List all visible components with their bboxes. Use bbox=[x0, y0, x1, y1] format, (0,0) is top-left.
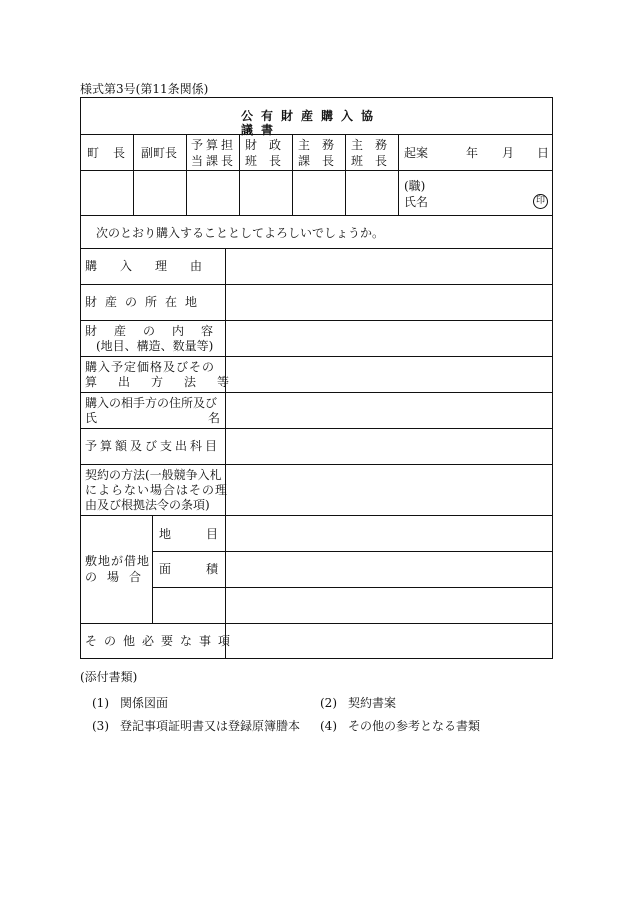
affairs-team-head-label: 班 長 bbox=[351, 154, 388, 168]
month-label: 月 bbox=[502, 146, 515, 160]
seal-mark: 印 bbox=[533, 194, 548, 209]
name-label: 氏名 bbox=[404, 195, 429, 209]
property-contents-note: (地目、構造、数量等) bbox=[96, 339, 214, 353]
rule bbox=[133, 134, 134, 215]
land-category-label: 地目 bbox=[159, 527, 254, 541]
purchase-reason-label: 購入理由 bbox=[85, 259, 226, 273]
year-label: 年 bbox=[466, 146, 479, 160]
rule bbox=[292, 134, 293, 215]
rule bbox=[80, 284, 553, 285]
attachment-item: その他の参考となる書類 bbox=[348, 719, 481, 733]
attachments-header: (添付書類) bbox=[80, 670, 138, 684]
attachment-item: 契約書案 bbox=[348, 696, 397, 710]
contract-method-label: によらない場合はその理 bbox=[85, 483, 229, 497]
affairs-manager-label: 主 務 bbox=[298, 138, 335, 152]
rule bbox=[186, 134, 187, 215]
property-contents-label: 財産の内容 bbox=[85, 324, 231, 338]
request-statement: 次のとおり購入することとしてよろしいでしょうか。 bbox=[96, 226, 385, 240]
attachment-number: (4) bbox=[320, 719, 337, 733]
rule bbox=[80, 170, 553, 171]
rule bbox=[80, 428, 553, 429]
other-matters-label: その他必要な事項 bbox=[85, 634, 238, 648]
rule bbox=[80, 215, 553, 216]
deputy-label: 副町長 bbox=[141, 146, 178, 160]
rule bbox=[152, 515, 153, 623]
rule bbox=[80, 515, 553, 516]
attachment-number: (3) bbox=[92, 719, 109, 733]
draft-label: 起案 bbox=[404, 146, 429, 160]
budget-item-label: 予算額及び支出科目 bbox=[85, 439, 221, 453]
rule bbox=[152, 551, 553, 552]
budget-manager-label: 予算担 bbox=[191, 138, 237, 152]
title-char: 公有財産購入協議書 bbox=[241, 109, 382, 137]
counterparty-label: 氏 bbox=[85, 411, 98, 425]
leased-land-label: の場合 bbox=[85, 570, 152, 584]
rule bbox=[398, 134, 399, 215]
chief-label: 町 長 bbox=[87, 146, 127, 160]
rule bbox=[80, 320, 553, 321]
planned-price-label: 算出方法等 bbox=[85, 375, 251, 389]
property-location-label: 財産の所在地 bbox=[85, 295, 206, 309]
attachment-number: (1) bbox=[92, 696, 109, 710]
counterparty-label: 購入の相手方の住所及び bbox=[85, 396, 218, 410]
planned-price-label: 購入予定価格及びその bbox=[85, 360, 216, 374]
attachment-item: 関係図面 bbox=[120, 696, 169, 710]
finance-head-label: 財 政 bbox=[245, 138, 282, 152]
affairs-manager-label: 課 長 bbox=[298, 154, 335, 168]
rule bbox=[80, 248, 553, 249]
document-title bbox=[241, 109, 392, 137]
counterparty-label: 名 bbox=[208, 411, 221, 425]
form-label: 様式第3号(第11条関係) bbox=[80, 82, 209, 96]
position-label: (職) bbox=[404, 179, 426, 193]
budget-manager-label: 当課長 bbox=[191, 154, 237, 168]
attachment-number: (2) bbox=[320, 696, 337, 710]
contract-method-label: 由及び根拠法令の条項) bbox=[85, 498, 210, 512]
rule bbox=[239, 134, 240, 215]
leased-land-label: 敷地が借地 bbox=[85, 554, 151, 568]
rule bbox=[80, 464, 553, 465]
attachment-item: 登記事項証明書又は登録原簿謄本 bbox=[120, 719, 301, 733]
rule bbox=[152, 587, 553, 588]
rule bbox=[80, 392, 553, 393]
rule bbox=[80, 356, 553, 357]
affairs-team-head-label: 主 務 bbox=[351, 138, 388, 152]
finance-head-label: 班 長 bbox=[245, 154, 282, 168]
contract-method-label: 契約の方法(一般競争入札 bbox=[85, 468, 222, 482]
rule bbox=[225, 248, 226, 659]
rule bbox=[80, 623, 553, 624]
day-label: 日 bbox=[537, 146, 550, 160]
land-area-label: 面積 bbox=[159, 562, 254, 576]
rule bbox=[345, 134, 346, 215]
